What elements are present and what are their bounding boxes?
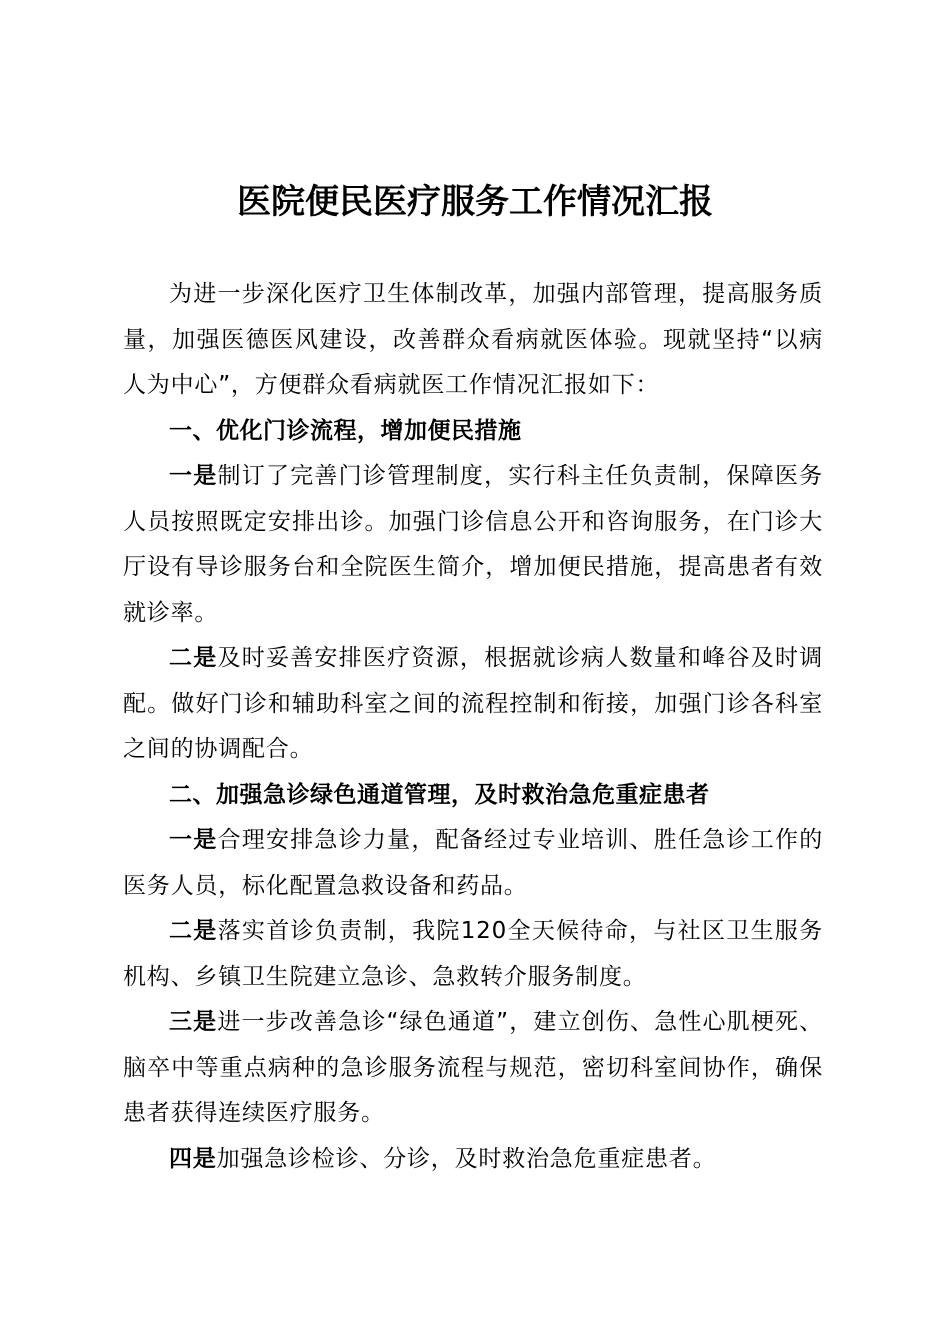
item-lead-label: 三是	[169, 1009, 218, 1035]
item-lead-label: 一是	[169, 827, 218, 853]
item-lead-label: 二是	[169, 918, 218, 944]
item-text: 合理安排急诊力量，配备经过专业培训、胜任急诊工作的医务人员，标化配置急救设备和药品。	[123, 827, 823, 899]
item-lead-label: 四是	[169, 1145, 217, 1172]
section-2-heading: 二、加强急诊绿色通道管理，及时救治急危重症患者	[169, 781, 710, 808]
section-2-item-3	[123, 1000, 823, 1137]
item-lead-label: 一是	[169, 463, 218, 489]
section-2-item-4	[123, 1137, 823, 1183]
section-2-item-2	[123, 909, 823, 1000]
item-text: 加强急诊检诊、分诊，及时救治急危重症患者。	[216, 1145, 717, 1172]
item-text: 落实首诊负责制，我院120全天候待命，与社区卫生服务机构、乡镇卫生院建立急诊、急救转介服务制度。	[123, 918, 823, 990]
section-1-item-1	[123, 454, 823, 636]
item-text: 制订了完善门诊管理制度，实行科主任负责制，保障医务人员按照既定安排出诊。加强门诊信息公开和咨询服务，在门诊大厅设有导诊服务台和全院医生简介，增加便民措施，提高患者有效就诊率。	[123, 463, 823, 626]
item-text: 进一步改善急诊“绿色通道”，建立创伤、急性心肌梗死、脑卒中等重点病种的急诊服务流程与规范，密切科室间协作，确保患者获得连续医疗服务。	[123, 1009, 823, 1126]
document-body	[123, 272, 823, 1182]
item-text: 及时妥善安排医疗资源，根据就诊病人数量和峰谷及时调配。做好门诊和辅助科室之间的流程控制和衔接，加强门诊各科室之间的协调配合。	[123, 645, 823, 762]
section-1-heading: 一、优化门诊流程，增加便民措施	[169, 417, 522, 444]
item-lead-label: 二是	[169, 645, 218, 671]
intro-paragraph: 为进一步深化医疗卫生体制改革，加强内部管理，提高服务质量，加强医德医风建设，改善群众看病就医体验。现就坚持“以病人为中心”，方便群众看病就医工作情况汇报如下：	[123, 281, 823, 398]
section-1-item-2	[123, 636, 823, 773]
section-2-item-1	[123, 818, 823, 909]
document-title: 医院便民医疗服务工作情况汇报	[237, 182, 713, 222]
